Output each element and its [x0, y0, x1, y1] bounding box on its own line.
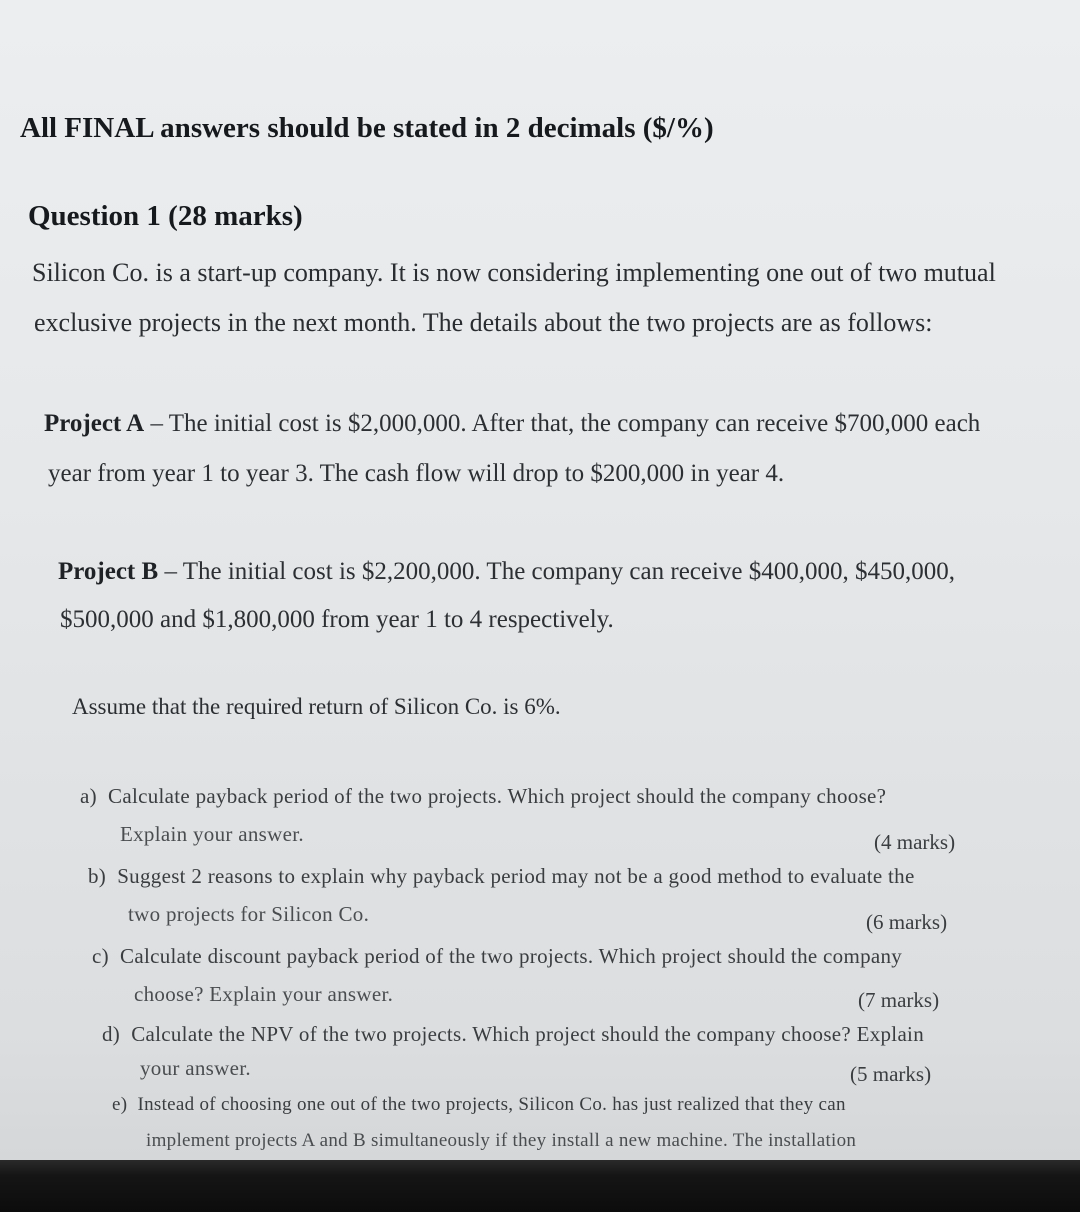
question-a-line-2: Explain your answer.	[120, 822, 304, 846]
question-e-text: Instead of choosing one out of the two projects, Silicon Co. has just realized that they can	[137, 1094, 846, 1115]
project-a-line-1	[44, 410, 980, 438]
question-d-line-2: your answer.	[140, 1056, 251, 1080]
question-c-text: Calculate discount payback period of the two projects. Which project should the company	[120, 944, 903, 968]
question-d-letter: d)	[102, 1022, 121, 1046]
question-b-marks: (6 marks)	[866, 910, 948, 934]
project-b-label: Project B	[58, 558, 159, 585]
monitor-bezel	[0, 1160, 1080, 1212]
intro-line-2: exclusive projects in the next month. The details about the two projects are as follows:	[34, 308, 933, 337]
intro-line-1: Silicon Co. is a start-up company. It is now considering implementing one out of two mutual	[32, 258, 996, 287]
question-c-letter: c)	[92, 944, 109, 968]
instruction-heading: All FINAL answers should be stated in 2 decimals ($/%)	[20, 112, 714, 144]
question-e-letter: e)	[112, 1094, 128, 1115]
question-e-line-1	[112, 1094, 846, 1116]
question-b-line-2: two projects for Silicon Co.	[128, 902, 370, 926]
project-b-text: – The initial cost is $2,200,000. The company can receive $400,000, $450,000,	[158, 558, 956, 585]
question-title: Question 1 (28 marks)	[28, 200, 303, 232]
question-b-line-1	[88, 864, 915, 889]
project-a-text: – The initial cost is $2,000,000. After that, the company can receive $700,000 each	[144, 410, 981, 437]
question-e-line-2: implement projects A and B simultaneously if they install a new machine. The installation	[146, 1130, 857, 1151]
question-d-marks: (5 marks)	[850, 1062, 932, 1086]
project-b-line-2: $500,000 and $1,800,000 from year 1 to 4 respectively.	[60, 606, 614, 633]
question-b-letter: b)	[88, 864, 107, 888]
question-c-marks: (7 marks)	[858, 988, 940, 1012]
question-a-text: Calculate payback period of the two projects. Which project should the company choose?	[108, 784, 887, 808]
question-a-letter: a)	[80, 784, 97, 808]
project-b-line-1	[58, 558, 955, 586]
assumption-text: Assume that the required return of Silicon Co. is 6%.	[72, 694, 561, 719]
question-a-line-1	[80, 784, 886, 809]
question-b-text: Suggest 2 reasons to explain why payback period may not be a good method to evaluate the	[117, 864, 915, 888]
question-d-text: Calculate the NPV of the two projects. Which project should the company choose? Explain	[131, 1022, 924, 1046]
question-c-line-2: choose? Explain your answer.	[134, 982, 394, 1006]
question-d-line-1	[102, 1022, 924, 1047]
question-a-marks: (4 marks)	[874, 830, 956, 854]
question-c-line-1	[92, 944, 902, 969]
project-a-label: Project A	[44, 410, 145, 437]
project-a-line-2: year from year 1 to year 3. The cash flow will drop to $200,000 in year 4.	[48, 460, 785, 487]
